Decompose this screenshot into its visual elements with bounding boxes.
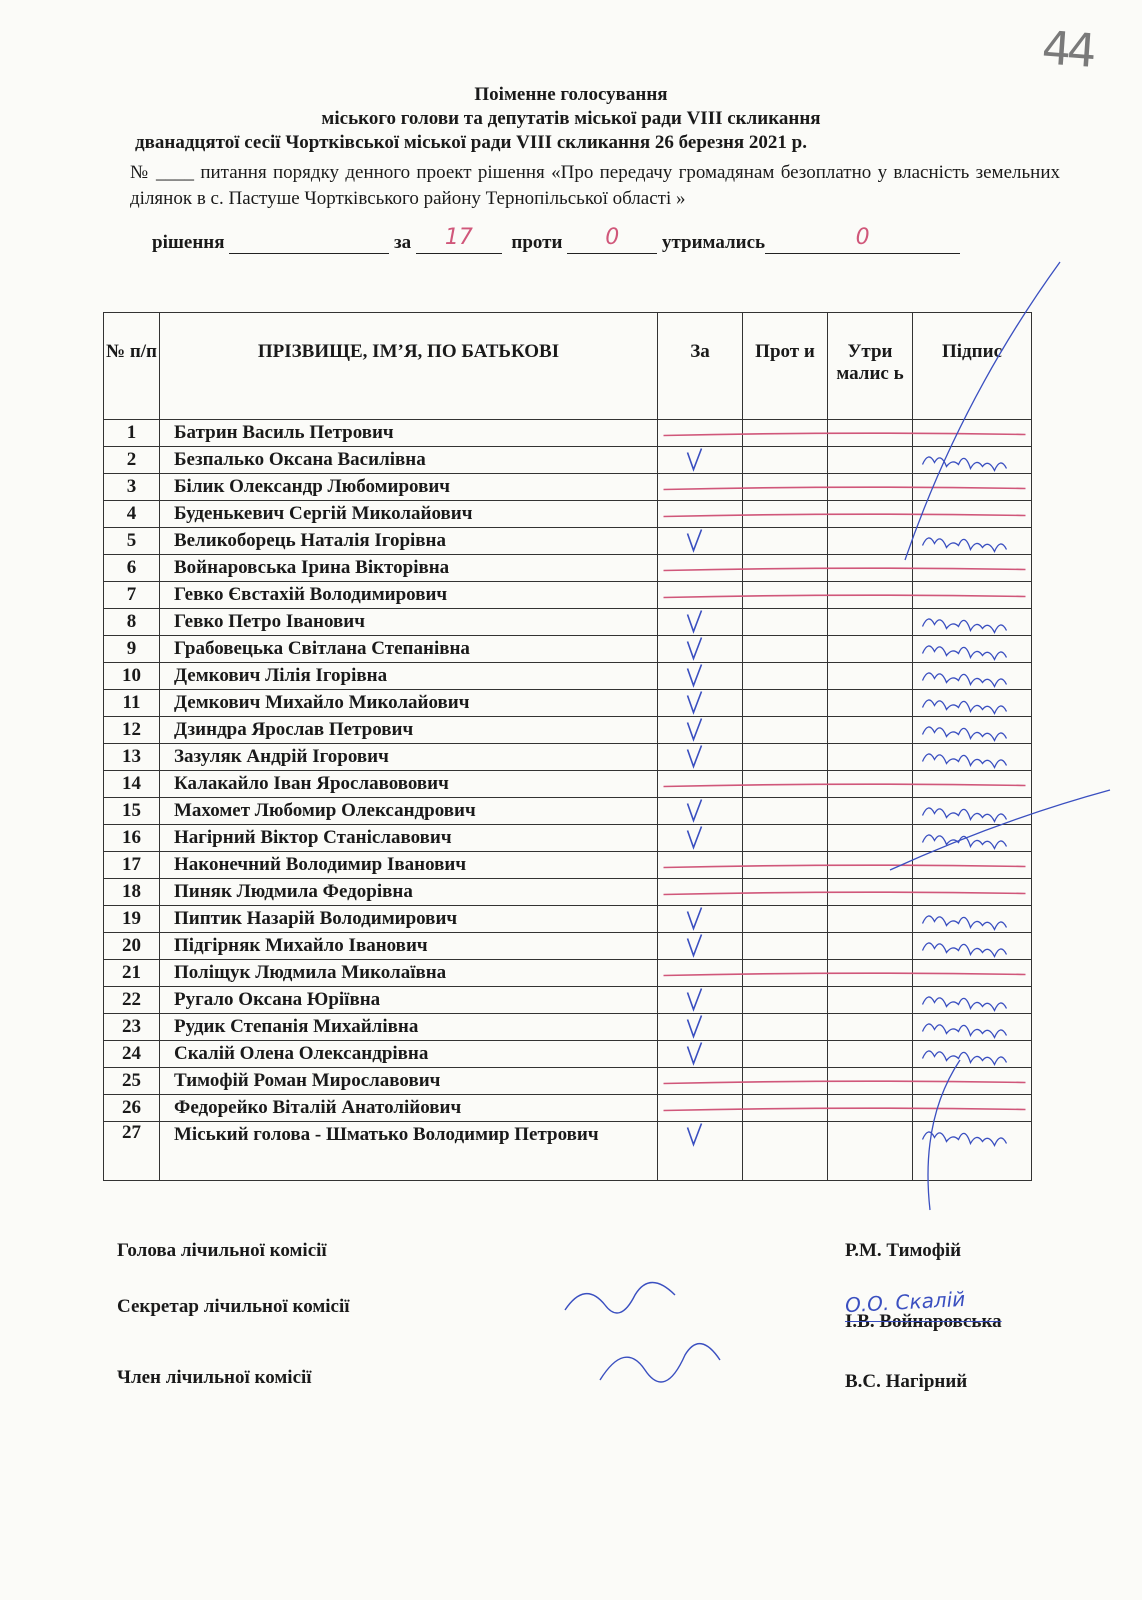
row-signature-cell: [913, 1014, 1032, 1041]
row-for-cell: [658, 690, 743, 717]
header-signature: Підпис: [913, 313, 1032, 420]
row-number: 7: [104, 582, 160, 609]
row-abstained-cell: [828, 798, 913, 825]
row-number: 16: [104, 825, 160, 852]
row-number: 20: [104, 933, 160, 960]
abstained-count: 0: [855, 225, 870, 250]
row-for-cell: [658, 1095, 743, 1122]
document-title: Поіменне голосування: [474, 84, 668, 105]
table-header-row: [104, 313, 1032, 420]
commission-signature: [565, 1283, 675, 1314]
row-for-cell: [658, 744, 743, 771]
row-signature-cell: [913, 798, 1032, 825]
row-number: 3: [104, 474, 160, 501]
session-line: дванадцятої сесії Чортківської міської ради VIII скликання 26 березня 2021 р.: [135, 132, 807, 153]
row-signature-cell: [913, 1068, 1032, 1095]
for-label: за: [394, 232, 412, 253]
row-name: Калакайло Іван Ярославовович: [160, 771, 658, 798]
row-signature-cell: [913, 528, 1032, 555]
row-against-cell: [743, 663, 828, 690]
row-name: Нагірний Віктор Станіславович: [160, 825, 658, 852]
row-number: 17: [104, 852, 160, 879]
row-for-cell: [658, 555, 743, 582]
row-number: 21: [104, 960, 160, 987]
row-signature-cell: [913, 1095, 1032, 1122]
row-signature-cell: [913, 1122, 1032, 1181]
row-name: Гевко Петро Іванович: [160, 609, 658, 636]
header-abstained: Утри малис ь: [828, 313, 913, 420]
row-for-cell: [658, 717, 743, 744]
row-abstained-cell: [828, 555, 913, 582]
row-for-cell: [658, 636, 743, 663]
document-subtitle: міського голови та депутатів міської ради VIII скликання: [321, 108, 821, 129]
row-against-cell: [743, 1068, 828, 1095]
member-label: Член лічильної комісії: [117, 1367, 312, 1388]
row-against-cell: [743, 474, 828, 501]
header-for: За: [658, 313, 743, 420]
row-name: Поліщук Людмила Миколаївна: [160, 960, 658, 987]
row-abstained-cell: [828, 771, 913, 798]
row-for-cell: [658, 906, 743, 933]
row-for-cell: [658, 798, 743, 825]
row-signature-cell: [913, 474, 1032, 501]
row-name: Зазуляк Андрій Ігорович: [160, 744, 658, 771]
row-signature-cell: [913, 717, 1032, 744]
table-row: [104, 555, 1032, 582]
row-abstained-cell: [828, 636, 913, 663]
against-count: 0: [605, 225, 620, 250]
commission-signature: [600, 1344, 720, 1382]
table-row: [104, 825, 1032, 852]
row-against-cell: [743, 528, 828, 555]
roll-call-table: [103, 312, 1032, 1181]
row-for-cell: [658, 609, 743, 636]
row-number: 19: [104, 906, 160, 933]
abstained-blank: [765, 225, 960, 254]
decision-blank: [229, 233, 389, 254]
row-name: Наконечний Володимир Іванович: [160, 852, 658, 879]
table-row: [104, 690, 1032, 717]
row-signature-cell: [913, 447, 1032, 474]
row-name: Великоборець Наталія Ігорівна: [160, 528, 658, 555]
row-signature-cell: [913, 906, 1032, 933]
row-against-cell: [743, 1122, 828, 1181]
row-abstained-cell: [828, 582, 913, 609]
row-for-cell: [658, 420, 743, 447]
row-name: Пиняк Людмила Федорівна: [160, 879, 658, 906]
row-name: Міський голова - Шматько Володимир Петрович: [160, 1122, 658, 1181]
row-against-cell: [743, 1095, 828, 1122]
against-blank: [567, 225, 657, 254]
member-name: В.С. Нагірний: [845, 1371, 968, 1392]
table-body: [104, 420, 1032, 1181]
row-abstained-cell: [828, 933, 913, 960]
row-for-cell: [658, 960, 743, 987]
row-signature-cell: [913, 609, 1032, 636]
row-against-cell: [743, 879, 828, 906]
row-against-cell: [743, 690, 828, 717]
row-number: 9: [104, 636, 160, 663]
row-number: 10: [104, 663, 160, 690]
page-number: 44: [1040, 20, 1095, 78]
row-against-cell: [743, 933, 828, 960]
secretary-replacement-handwritten: О.О. Скалій: [844, 1286, 966, 1318]
row-signature-cell: [913, 582, 1032, 609]
row-number: 15: [104, 798, 160, 825]
table-row: [104, 879, 1032, 906]
row-abstained-cell: [828, 717, 913, 744]
row-for-cell: [658, 1014, 743, 1041]
secretary-name: І.В. Войнаровська: [845, 1311, 1002, 1332]
row-against-cell: [743, 501, 828, 528]
row-for-cell: [658, 474, 743, 501]
table-row: [104, 501, 1032, 528]
row-for-cell: [658, 1122, 743, 1181]
row-signature-cell: [913, 501, 1032, 528]
header-num: № п/п: [104, 313, 160, 420]
table-row: [104, 717, 1032, 744]
row-signature-cell: [913, 771, 1032, 798]
row-number: 5: [104, 528, 160, 555]
table-row: [104, 933, 1032, 960]
row-abstained-cell: [828, 1014, 913, 1041]
row-abstained-cell: [828, 1122, 913, 1181]
row-abstained-cell: [828, 690, 913, 717]
row-number: 27: [104, 1122, 160, 1181]
secretary-label: Секретар лічильної комісії: [117, 1296, 350, 1317]
table-row: [104, 528, 1032, 555]
row-abstained-cell: [828, 420, 913, 447]
row-abstained-cell: [828, 879, 913, 906]
table-row: [104, 609, 1032, 636]
row-signature-cell: [913, 960, 1032, 987]
row-abstained-cell: [828, 1041, 913, 1068]
row-against-cell: [743, 1014, 828, 1041]
row-name: Підгірняк Михайло Іванович: [160, 933, 658, 960]
row-number: 2: [104, 447, 160, 474]
row-against-cell: [743, 798, 828, 825]
decision-label: рішення: [152, 232, 225, 253]
table-row: [104, 582, 1032, 609]
abstained-label: утримались: [661, 232, 766, 253]
table-row: [104, 663, 1032, 690]
table-row: [104, 960, 1032, 987]
row-name: Гевко Євстахій Володимирович: [160, 582, 658, 609]
table-row: [104, 744, 1032, 771]
row-for-cell: [658, 582, 743, 609]
row-for-cell: [658, 879, 743, 906]
vote-tally: [152, 225, 960, 254]
row-against-cell: [743, 582, 828, 609]
table-row: [104, 1014, 1032, 1041]
row-for-cell: [658, 852, 743, 879]
row-signature-cell: [913, 555, 1032, 582]
against-label: проти: [511, 232, 563, 253]
row-signature-cell: [913, 825, 1032, 852]
table-row: [104, 798, 1032, 825]
row-against-cell: [743, 744, 828, 771]
for-count: 17: [444, 225, 473, 250]
row-for-cell: [658, 1068, 743, 1095]
row-name: Пиптик Назарій Володимирович: [160, 906, 658, 933]
row-number: 1: [104, 420, 160, 447]
row-against-cell: [743, 447, 828, 474]
row-abstained-cell: [828, 501, 913, 528]
row-name: Демкович Лілія Ігорівна: [160, 663, 658, 690]
row-name: Білик Олександр Любомирович: [160, 474, 658, 501]
row-signature-cell: [913, 636, 1032, 663]
row-number: 22: [104, 987, 160, 1014]
row-for-cell: [658, 987, 743, 1014]
table-row: [104, 636, 1032, 663]
row-name: Махомет Любомир Олександрович: [160, 798, 658, 825]
row-abstained-cell: [828, 744, 913, 771]
row-name: Федорейко Віталій Анатолійович: [160, 1095, 658, 1122]
row-number: 18: [104, 879, 160, 906]
row-signature-cell: [913, 879, 1032, 906]
row-for-cell: [658, 528, 743, 555]
row-signature-cell: [913, 852, 1032, 879]
row-number: 6: [104, 555, 160, 582]
agenda-question: № ____ питання порядку денного проект рішення «Про передачу громадянам безоплатно у власність земельних ділянок в с. Пастуше Чортківського району Тернопільської області »: [130, 162, 1060, 209]
row-against-cell: [743, 771, 828, 798]
row-abstained-cell: [828, 906, 913, 933]
chair-name: Р.М. Тимофій: [845, 1240, 962, 1261]
row-number: 26: [104, 1095, 160, 1122]
row-abstained-cell: [828, 447, 913, 474]
row-abstained-cell: [828, 960, 913, 987]
row-against-cell: [743, 420, 828, 447]
row-for-cell: [658, 825, 743, 852]
row-name: Буденькевич Сергій Миколайович: [160, 501, 658, 528]
row-name: Войнаровська Ірина Вікторівна: [160, 555, 658, 582]
row-signature-cell: [913, 690, 1032, 717]
row-name: Батрин Василь Петрович: [160, 420, 658, 447]
table-row: [104, 420, 1032, 447]
row-against-cell: [743, 852, 828, 879]
row-number: 14: [104, 771, 160, 798]
row-name: Дзиндра Ярослав Петрович: [160, 717, 658, 744]
table-row: [104, 771, 1032, 798]
row-name: Скалій Олена Олександрівна: [160, 1041, 658, 1068]
header-name: ПРІЗВИЩЕ, ІМ’Я, ПО БАТЬКОВІ: [160, 313, 658, 420]
row-signature-cell: [913, 1041, 1032, 1068]
row-against-cell: [743, 636, 828, 663]
table-row: [104, 1041, 1032, 1068]
table-row: [104, 447, 1032, 474]
row-number: 23: [104, 1014, 160, 1041]
row-abstained-cell: [828, 987, 913, 1014]
row-against-cell: [743, 825, 828, 852]
row-signature-cell: [913, 987, 1032, 1014]
row-abstained-cell: [828, 1095, 913, 1122]
row-against-cell: [743, 906, 828, 933]
table-row: [104, 1122, 1032, 1181]
for-blank: [416, 225, 502, 254]
row-number: 12: [104, 717, 160, 744]
row-number: 11: [104, 690, 160, 717]
row-number: 8: [104, 609, 160, 636]
row-signature-cell: [913, 744, 1032, 771]
table-row: [104, 906, 1032, 933]
row-abstained-cell: [828, 474, 913, 501]
row-abstained-cell: [828, 1068, 913, 1095]
row-against-cell: [743, 555, 828, 582]
row-for-cell: [658, 1041, 743, 1068]
row-for-cell: [658, 447, 743, 474]
table-row: [104, 1095, 1032, 1122]
row-abstained-cell: [828, 663, 913, 690]
chair-label: Голова лічильної комісії: [117, 1240, 327, 1261]
table-row: [104, 852, 1032, 879]
row-against-cell: [743, 717, 828, 744]
table-row: [104, 474, 1032, 501]
row-name: Безпалько Оксана Василівна: [160, 447, 658, 474]
row-name: Рудик Степанія Михайлівна: [160, 1014, 658, 1041]
row-for-cell: [658, 933, 743, 960]
table-row: [104, 1068, 1032, 1095]
row-number: 25: [104, 1068, 160, 1095]
table-row: [104, 987, 1032, 1014]
row-against-cell: [743, 960, 828, 987]
row-name: Тимофій Роман Мирославович: [160, 1068, 658, 1095]
row-number: 4: [104, 501, 160, 528]
row-number: 13: [104, 744, 160, 771]
row-against-cell: [743, 609, 828, 636]
header-against: Прот и: [743, 313, 828, 420]
row-abstained-cell: [828, 609, 913, 636]
row-for-cell: [658, 501, 743, 528]
row-signature-cell: [913, 933, 1032, 960]
row-signature-cell: [913, 663, 1032, 690]
row-against-cell: [743, 987, 828, 1014]
row-abstained-cell: [828, 825, 913, 852]
row-abstained-cell: [828, 852, 913, 879]
row-against-cell: [743, 1041, 828, 1068]
row-for-cell: [658, 771, 743, 798]
row-name: Грабовецька Світлана Степанівна: [160, 636, 658, 663]
row-name: Демкович Михайло Миколайович: [160, 690, 658, 717]
row-signature-cell: [913, 420, 1032, 447]
row-for-cell: [658, 663, 743, 690]
row-number: 24: [104, 1041, 160, 1068]
row-abstained-cell: [828, 528, 913, 555]
row-name: Ругало Оксана Юріївна: [160, 987, 658, 1014]
